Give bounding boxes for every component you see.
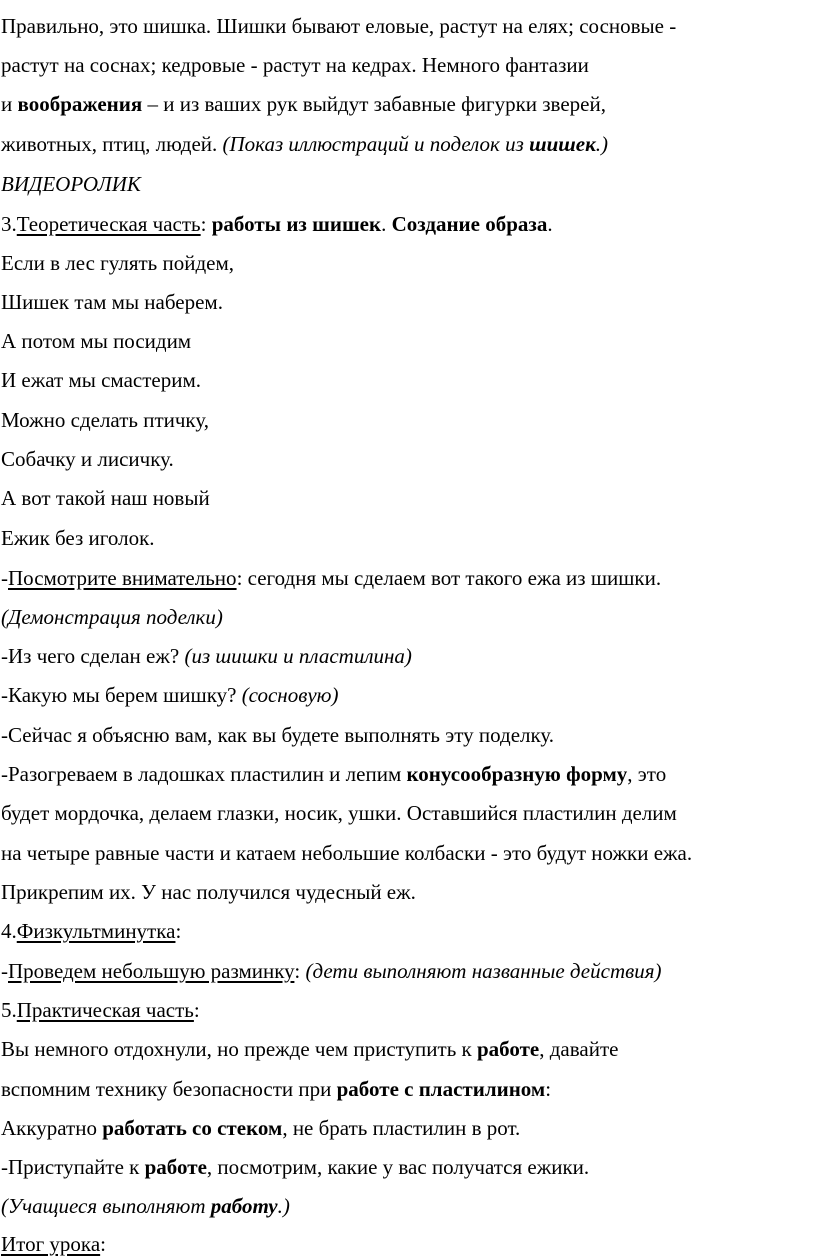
section-title: Физкультминутка [16,919,176,943]
text: , давайте [539,1037,619,1061]
text: . [547,212,553,236]
question-line [1,681,338,709]
text: .) [277,1194,290,1218]
paragraph-line [1,51,589,79]
italic-note [1,603,223,631]
text: животных, птиц, людей. [1,132,223,156]
italic-answer: (сосновую) [241,683,339,707]
section-heading-practice [1,996,200,1024]
italic-note: (дети выполняют названные действия) [305,959,662,983]
paragraph-line [1,799,677,827]
section-number: 3. [1,212,17,236]
paragraph-line [1,90,606,118]
paragraph-line [1,564,661,592]
text: Если в лес гулять пойдем, [1,251,235,275]
bold-term: работы из шишек [211,212,382,236]
section-number: 5. [1,998,17,1022]
text: И ежат мы смастерим. [1,368,201,392]
paragraph-line [1,1153,589,1181]
text: -Какую мы берем шишку? [1,683,242,707]
section-heading-theory [1,210,553,238]
text: Можно сделать птичку, [1,408,209,432]
poem-line [1,484,210,512]
section-number: 4. [1,919,17,943]
text: -Приступайте к [1,1155,145,1179]
text: Вы немного отдохнули, но прежде чем приступить к [1,1037,477,1061]
paragraph-line [1,878,416,906]
paragraph-line [1,1075,551,1103]
poem-line [1,524,155,552]
section-title: Теоретическая часть [16,212,201,236]
text: (Демонстрация поделки) [1,605,223,629]
section-title: Итог урока [1,1232,101,1256]
paragraph-line [1,130,608,158]
text: : [100,1232,106,1256]
text: : [545,1077,552,1101]
bold-term: работе с пластилином [336,1077,546,1101]
text: : [175,919,182,943]
text: вспомним технику безопасности при [1,1077,337,1101]
text: . [381,212,392,236]
text: А вот такой наш новый [1,486,210,510]
text: - [1,959,8,983]
text: будет мордочка, делаем глазки, носик, ушки. Оставшийся пластилин делим [1,801,677,825]
text: , посмотрим, какие у вас получатся ежики. [206,1155,590,1179]
text: , не брать пластилин в рот. [282,1116,521,1140]
italic-note [1,1192,290,1220]
text: : [193,998,200,1022]
italic-answer: (из шишки и пластилина) [184,644,412,668]
text: : [200,212,212,236]
bold-term: работе [144,1155,207,1179]
bold-term: Создание образа [391,212,548,236]
text: Аккуратно [1,1116,103,1140]
poem-line [1,406,209,434]
text: и [1,92,18,116]
text: на четыре равные части и катаем небольшие колбаски - это будут ножки ежа. [1,841,693,865]
text: , это [627,762,667,786]
text: Правильно, это шишка. Шишки бывают еловые, растут на елях; сосновые - [1,14,677,38]
poem-line [1,445,174,473]
text: растут на соснах; кедровые - растут на кедрах. Немного фантазии [1,53,589,77]
bold-term: конусообразную форму [406,762,628,786]
italic-note: (Показ иллюстраций и поделок из [222,132,530,156]
text: Собачку и лисичку. [1,447,174,471]
text: Ежик без иголок. [1,526,155,550]
bold-term: воображения [17,92,143,116]
section-heading-summary [1,1230,106,1258]
paragraph-line [1,721,554,749]
video-label [1,170,141,198]
text: : сегодня мы сделаем вот такого ежа из шишки. [236,566,662,590]
underlined-phrase: Проведем небольшую разминку [8,959,295,983]
paragraph-line [1,957,661,985]
text: -Сейчас я объясню вам, как вы будете выполнять эту поделку. [1,723,555,747]
text: – и из ваших рук выйдут забавные фигурки зверей, [142,92,606,116]
text: : [294,959,306,983]
text: Шишек там мы наберем. [1,290,223,314]
text: -Из чего сделан еж? [1,644,185,668]
text: Прикрепим их. У нас получился чудесный еж. [1,880,416,904]
paragraph-line [1,839,692,867]
bold-italic-term: шишек [529,132,596,156]
poem-line [1,249,234,277]
paragraph-line [1,1035,618,1063]
question-line [1,642,412,670]
section-title: Практическая часть [16,998,194,1022]
poem-line [1,327,191,355]
text: А потом мы посидим [1,329,192,353]
text: - [1,566,8,590]
paragraph-line [1,12,676,40]
text: ВИДЕОРОЛИК [1,172,141,196]
bold-term: работать со стеком [102,1116,283,1140]
bold-italic-term: работу [210,1194,278,1218]
bold-term: работе [476,1037,540,1061]
section-heading-exercise [1,917,181,945]
paragraph-line [1,760,666,788]
underlined-phrase: Посмотрите внимательно [8,566,237,590]
italic-note: .) [595,132,608,156]
text: -Разогреваем в ладошках пластилин и лепим [1,762,407,786]
poem-line [1,366,201,394]
text: (Учащиеся выполняют [1,1194,211,1218]
paragraph-line [1,1114,520,1142]
poem-line [1,288,223,316]
